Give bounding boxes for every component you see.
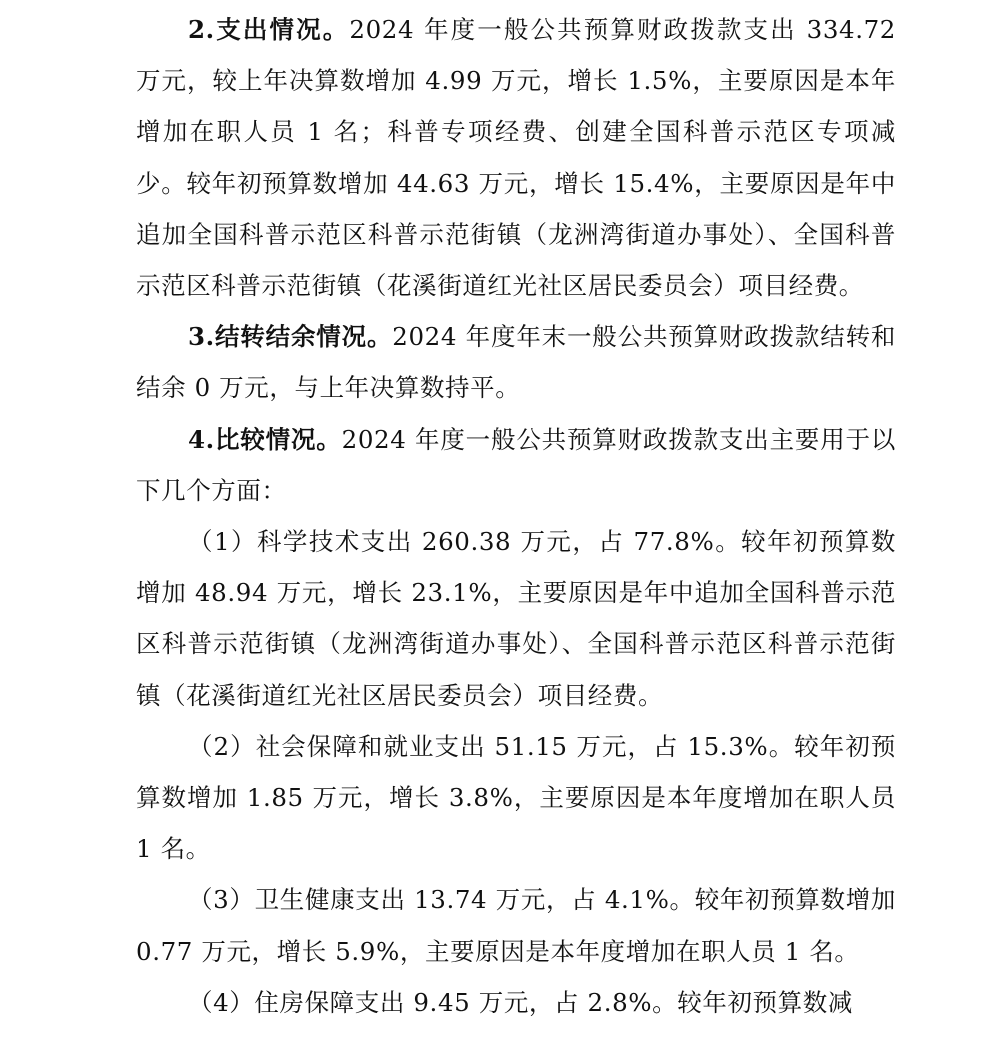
paragraph-heading: 2.支出情况。 (188, 15, 350, 44)
paragraph-comparison (136, 414, 896, 516)
paragraph-heading: 3.结转结余情况。 (188, 322, 393, 352)
paragraph-body: （2）社会保障和就业支出 51.15 万元，占 15.3%。较年初预算数增加 1.85 万元，增长 3.8%，主要原因是本年度增加在职人员 1 名。 (136, 731, 896, 864)
paragraph-item-science (136, 516, 896, 721)
paragraph-body: （4）住房保障支出 9.45 万元，占 2.8%。较年初预算数减 (188, 987, 853, 1017)
paragraph-carryover (136, 311, 896, 413)
paragraph-item-social-security (136, 721, 896, 875)
paragraph-body: （1）科学技术支出 260.38 万元，占 77.8%。较年初预算数增加 48.94 万元，增长 23.1%，主要原因是年中追加全国科普示范区科普示范街镇（龙洲湾街道办事处）、全国科普示范区科普示范街镇（花溪街道红光社区居民委员会）项目经费。 (136, 527, 896, 710)
paragraph-item-health (136, 874, 896, 976)
paragraph-heading: 4.比较情况。 (188, 424, 342, 454)
paragraph-body: 2024 年度一般公共预算财政拨款支出 334.72 万元，较上年决算数增加 4.99 万元，增长 1.5%，主要原因是本年增加在职人员 1 名；科普专项经费、创建全国科普示范区专项减少。较年初预算数增加 44.63 万元，增长 15.4%，主要原因是年中追加全国科普示范区科普示范街镇（龙洲湾街道办事处）、全国科普示范区科普示范街镇（花溪街道红光社区居民委员会）项目经费。 (136, 15, 896, 301)
paragraph-body: 2024 年度一般公共预算财政拨款支出主要用于以下几个方面： (136, 424, 896, 505)
paragraph-expenditure (136, 4, 896, 311)
document-page (136, 4, 896, 1028)
paragraph-item-housing (136, 977, 896, 1028)
paragraph-body: （3）卫生健康支出 13.74 万元，占 4.1%。较年初预算数增加 0.77 万元，增长 5.9%，主要原因是本年度增加在职人员 1 名。 (136, 885, 896, 966)
paragraph-body: 2024 年度年末一般公共预算财政拨款结转和结余 0 万元，与上年决算数持平。 (136, 322, 896, 403)
